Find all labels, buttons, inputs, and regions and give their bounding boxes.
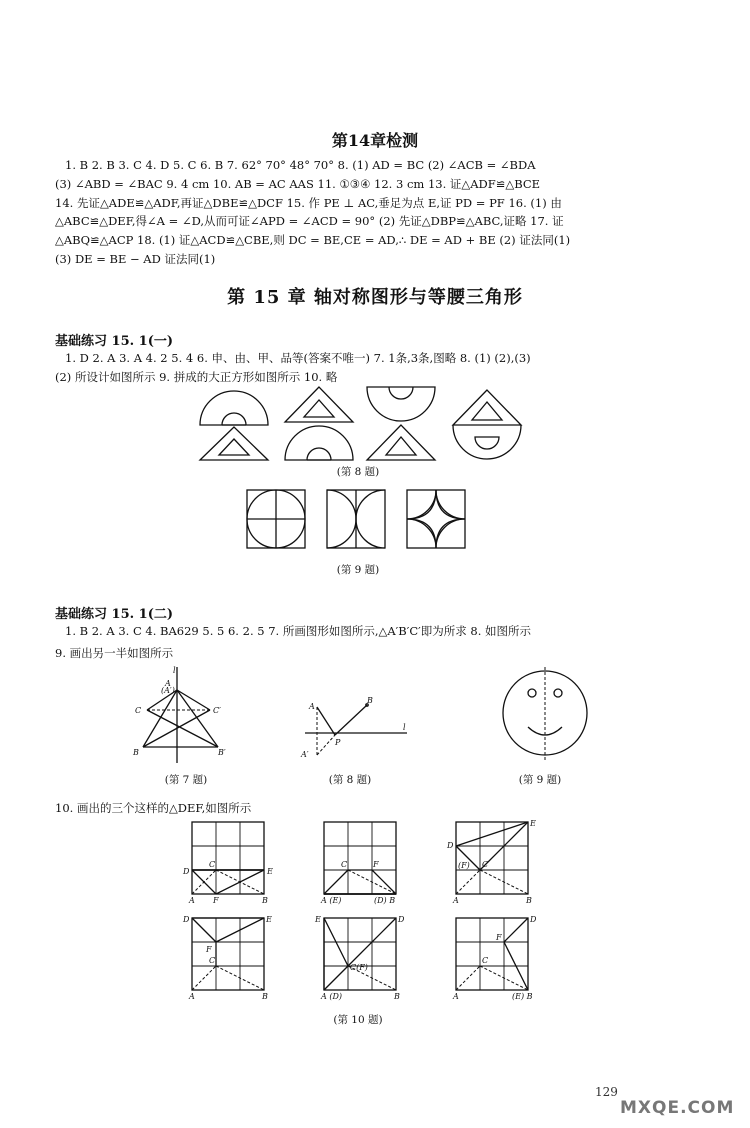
answer-line: 14. 先证△ADE≌△ADF,再证△DBE≌△DCF 15. 作 PE ⊥ AC,垂足为点 E,证 PD = PF 16. (1) 由 <box>55 195 562 210</box>
svg-text:(D) B: (D) B <box>374 896 396 905</box>
svg-text:E: E <box>267 867 273 876</box>
ex2-line2: 9. 画出另一半如图所示 <box>55 646 174 660</box>
answer-line: 1. D 2. A 3. A 4. 2 5. 4 6. 申、由、甲、品等(答案不唯一) 7. 1条,3条,图略 8. (1) (2),(3) <box>65 351 531 365</box>
q7-figure <box>130 665 235 765</box>
svg-text:F: F <box>373 860 379 869</box>
watermark: MXQE.COM <box>620 1098 735 1118</box>
q10-figure <box>180 818 540 1008</box>
svg-text:D: D <box>398 915 405 924</box>
svg-text:C: C <box>341 860 348 869</box>
svg-text:(E) B: (E) B <box>512 992 533 1001</box>
grid-panel <box>446 819 536 905</box>
answer-line: △ABC≌△DEF,得∠A = ∠D,从而可证∠APD = ∠ACD = 90° (2) 先证△DBP≌△ABC,证略 17. 证 <box>55 214 564 229</box>
svg-text:A (E): A (E) <box>321 896 342 905</box>
grid-panel <box>182 915 272 1001</box>
answer-line: (3) ∠ABD = ∠BAC 9. 4 cm 10. AB = AC AAS 11. ①③④ 12. 3 cm 13. 证△ADF≌△BCE <box>55 176 541 191</box>
svg-text:E: E <box>530 819 536 828</box>
square-star <box>407 490 465 548</box>
svg-text:D: D <box>183 867 190 876</box>
answer-line: (3) DE = BE − AD 证法同(1) <box>55 251 216 266</box>
svg-text:l: l <box>403 723 406 732</box>
grid-panel <box>452 915 537 1001</box>
ex2-line1: 1. B 2. A 3. C 4. BA629 5. 5 6. 2. 5 7. 所画图形如图所示,△A′B′C′即为所求 8. 如图所示 <box>65 624 532 638</box>
svg-text:F: F <box>206 945 212 954</box>
caption-ex2-8: (第 8 题) <box>328 774 372 786</box>
svg-text:B: B <box>262 896 268 905</box>
page-number: 129 <box>595 1085 618 1099</box>
svg-text:E: E <box>266 915 272 924</box>
caption-ex2-7: (第 7 题) <box>164 774 208 786</box>
svg-text:D: D <box>183 915 190 924</box>
grid-panel <box>320 822 396 905</box>
svg-text:P: P <box>335 738 341 747</box>
caption-ex2-10: (第 10 题) <box>333 1014 383 1026</box>
grid-panel <box>314 915 405 1001</box>
svg-text:E: E <box>315 915 321 924</box>
svg-text:(F): (F) <box>458 861 470 870</box>
ex2-heading: 基础练习 15. 1(二) <box>55 607 174 622</box>
q9-figure <box>245 488 475 550</box>
caption-ex2-9: (第 9 题) <box>518 774 562 786</box>
ex1-answers <box>55 349 695 387</box>
answer-line: (2) 所设计如图所示 9. 拼成的大正方形如图所示 10. 略 <box>55 369 338 384</box>
svg-text:B: B <box>526 896 532 905</box>
svg-text:C(F): C(F) <box>350 963 368 972</box>
svg-text:C: C <box>482 860 489 869</box>
square-circle <box>247 490 305 548</box>
svg-text:C: C <box>135 706 142 715</box>
svg-text:A: A <box>453 896 459 905</box>
arrangement-3 <box>367 387 435 460</box>
svg-text:A: A <box>309 702 315 711</box>
svg-text:A: A <box>453 992 459 1001</box>
caption-ex1-8: (第 8 题) <box>336 466 380 478</box>
svg-text:B′: B′ <box>218 748 226 757</box>
square-hourglass <box>327 490 385 548</box>
chapter15-title: 第 15 章 轴对称图形与等腰三角形 <box>227 287 523 308</box>
svg-text:F: F <box>213 896 219 905</box>
svg-text:B: B <box>394 992 400 1001</box>
svg-text:D: D <box>447 841 454 850</box>
svg-text:(A′): (A′) <box>161 686 175 695</box>
svg-text:A: A <box>189 896 195 905</box>
ex2-line10: 10. 画出的三个这样的△DEF,如图所示 <box>55 801 252 815</box>
svg-text:A (D): A (D) <box>321 992 342 1001</box>
svg-text:C: C <box>209 860 216 869</box>
svg-text:B: B <box>262 992 268 1001</box>
svg-text:B: B <box>367 696 373 705</box>
arrangement-2 <box>285 387 353 460</box>
grid-panel <box>182 822 273 905</box>
svg-text:C: C <box>209 956 216 965</box>
svg-text:A: A <box>165 679 171 688</box>
svg-text:C′: C′ <box>213 706 221 715</box>
svg-text:A′: A′ <box>301 750 309 759</box>
section14-answers <box>55 156 695 269</box>
q8-reflection-figure <box>295 695 410 765</box>
svg-text:l: l <box>173 666 176 675</box>
svg-text:F: F <box>496 933 502 942</box>
answer-line: 1. B 2. B 3. C 4. D 5. C 6. B 7. 62° 70° 48° 70° 8. (1) AD = BC (2) ∠ACB = ∠BDA <box>65 158 536 172</box>
caption-ex1-9: (第 9 题) <box>336 564 380 576</box>
answer-line: △ABQ≌△ACP 18. (1) 证△ACD≌△CBE,则 DC = BE,CE = AD,∴ DE = AD + BE (2) 证法同(1) <box>55 233 571 248</box>
svg-text:C: C <box>482 956 489 965</box>
arrangement-4 <box>453 390 521 459</box>
ex1-heading: 基础练习 15. 1(一) <box>55 334 174 349</box>
q8-figure <box>195 385 545 465</box>
svg-text:B: B <box>133 748 139 757</box>
q9-smiley-figure <box>500 665 590 765</box>
section14-title: 第14章检测 <box>331 131 419 150</box>
svg-text:A: A <box>189 992 195 1001</box>
svg-text:D: D <box>530 915 537 924</box>
arrangement-1 <box>200 391 268 460</box>
